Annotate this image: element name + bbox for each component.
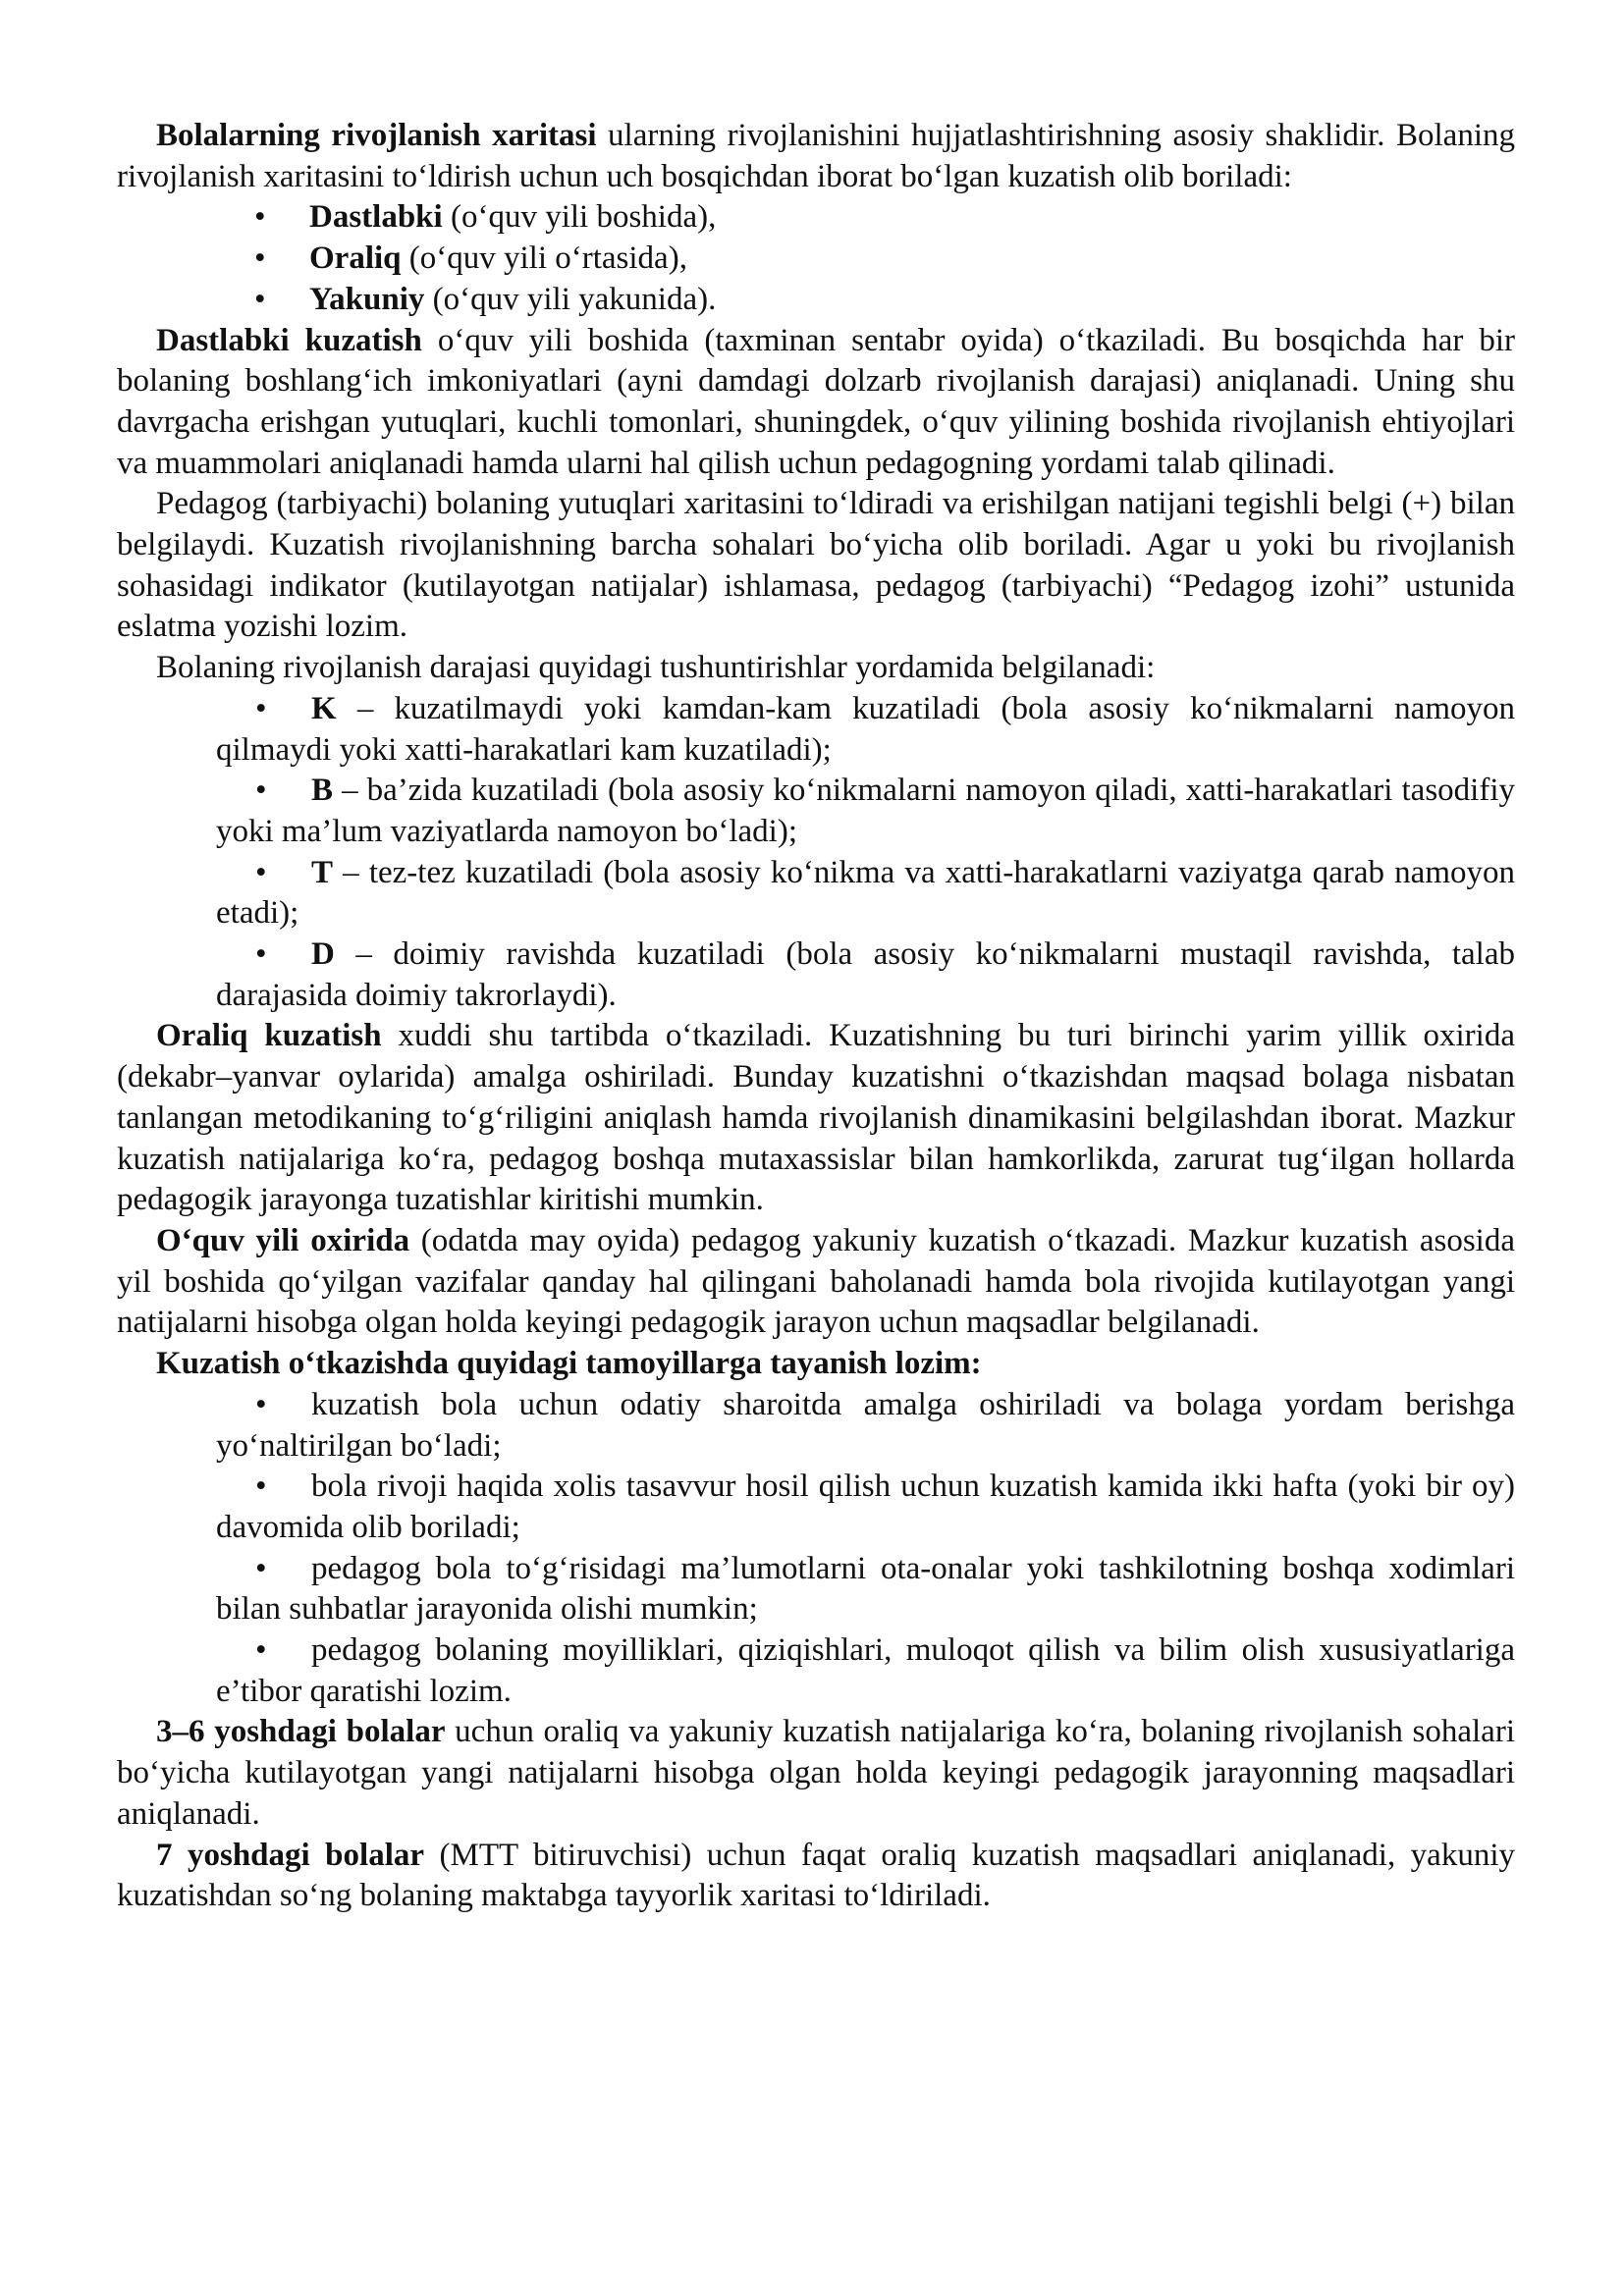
paragraph-text: (MTT bitiruvchisi) uchun faqat oraliq kuzatish maqsadlari aniqlanadi, yakuniy kuzatishdan so‘ng bolaning maktabga tayyorlik xaritasi to‘ldiriladi. xyxy=(117,1837,1515,1914)
bullet-icon: • xyxy=(255,1550,267,1586)
list-item xyxy=(117,239,1515,280)
list-item xyxy=(117,1385,1515,1467)
paragraph-text: xuddi shu tartibda o‘tkaziladi. Kuzatishning bu turi birinchi yarim yillik oxirida (dekabr–yanvar oylarida) amalga oshiriladi. Bunday kuzatishni o‘tkazishdan maqsad bolaga nisbatan tanlangan metodikaning to‘g‘riligini aniqlash hamda rivojlanish dinamikasini belgilashdan iborat. Mazkur kuzatish natijalariga ko‘ra, pedagog boshqa mutaxassislar bilan hamkorlikda, zarurat tug‘ilgan hollarda pedagogik jarayonga tuzatishlar kiritishi mumkin. xyxy=(117,1018,1515,1218)
list-item xyxy=(117,689,1515,771)
principle-text: bola rivoji haqida xolis tasavvur hosil qilish uchun kuzatish kamida ikki hafta (yoki bir oy) davomida olib boriladi; xyxy=(216,1468,1515,1545)
term-final-observation: O‘quv yili oxirida xyxy=(156,1222,410,1258)
paragraph-pedagog: Pedagog (tarbiyachi) bolaning yutuqlari xaritasini to‘ldiradi va erishilgan natijani tegishli belgi (+) bilan belgilaydi. Kuzatish rivojlanishning barcha sohalari bo‘yicha olib boriladi. Agar u yoki bu rivojlanish sohasidagi indikator (kutilayotgan natijalar) ishlamasa, pedagog (tarbiyachi) “Pedagog izohi” ustunida eslatma yozishi lozim. xyxy=(117,486,1515,645)
stages-list xyxy=(117,197,1515,320)
paragraph-text: o‘quv yili boshida (taxminan sentabr oyida) o‘tkaziladi. Bu bosqichda har bir bolaning boshlang‘ich imkoniyatlari (ayni damdagi dolzarb rivojlanish darajasi) aniqlanadi. Uning shu davrgacha erishgan yutuqlari, kuchli tomonlari, shuningdek, o‘quv yilining boshida rivojlanish ehtiyojlari va muammolari aniqlanadi hamda ularni hal qilish uchun pedagogning yordami talab qilinadi. xyxy=(117,322,1515,481)
paragraph-text: uchun oraliq va yakuniy kuzatish natijalariga ko‘ra, bolaning rivojlanish sohalari bo‘yicha kutilayotgan yangi natijalarni hisobga olgan holda keyingi pedagogik jarayonning maqsadlari aniqlanadi. xyxy=(117,1714,1515,1832)
principle-text: kuzatish bola uchun odatiy sharoitda amalga oshiriladi va bolaga yordam berishga yo‘naltirilgan bo‘ladi; xyxy=(216,1386,1515,1464)
principle-text: pedagog bolaning moyilliklari, qiziqishlari, muloqot qilish va bilim olish xususiyatlariga e’tibor qaratishi lozim. xyxy=(216,1632,1515,1709)
list-item xyxy=(117,1630,1515,1712)
stage-term: Dastlabki xyxy=(309,199,443,236)
level-text: – kuzatilmaydi yoki kamdan-kam kuzatiladi (bola asosiy ko‘nikmalarni namoyon qilmaydi yoki xatti-harakatlari kam kuzatiladi); xyxy=(216,690,1515,768)
bullet-icon: • xyxy=(254,281,266,317)
paragraph-development-map xyxy=(117,116,1515,197)
level-code: B xyxy=(311,773,334,809)
list-item xyxy=(117,280,1515,321)
paragraph-levels-intro: Bolaning rivojlanish darajasi quyidagi tushuntirishlar yordamida belgilanadi: xyxy=(156,650,1156,686)
bullet-icon: • xyxy=(255,1468,267,1505)
paragraph-interim-observation xyxy=(117,1016,1515,1221)
paragraph-age-3-6 xyxy=(117,1712,1515,1835)
list-item xyxy=(117,853,1515,934)
stage-term: Oraliq xyxy=(309,240,402,277)
stage-text: (o‘quv yili yakunida). xyxy=(424,281,717,317)
bullet-icon: • xyxy=(255,1386,267,1422)
term-age-3-6: 3–6 yoshdagi bolalar xyxy=(156,1714,446,1750)
level-text: – tez-tez kuzatiladi (bola asosiy ko‘nikma va xatti-harakatlarni vaziyatga qarab namoyon etadi); xyxy=(216,854,1515,932)
stage-text: (o‘quv yili o‘rtasida), xyxy=(401,240,687,277)
principles-list xyxy=(117,1385,1515,1713)
list-item xyxy=(117,934,1515,1016)
level-code: T xyxy=(311,854,334,890)
term-age-7: 7 yoshdagi bolalar xyxy=(156,1837,425,1873)
paragraph-text: (odatda may oyida) pedagog yakuniy kuzatish o‘tkazadi. Mazkur kuzatish asosida yil boshida qo‘yilgan vazifalar qanday hal qilingani baholanadi hamda bola rivojida kutilayotgan yangi natijalarni hisobga olgan holda keyingi pedagogik jarayon uchun maqsadlar belgilanadi. xyxy=(117,1222,1515,1341)
stage-text: (o‘quv yili boshida), xyxy=(442,199,717,236)
term-development-map: Bolalarning rivojlanish xaritasi xyxy=(156,118,597,153)
term-initial-observation: Dastlabki kuzatish xyxy=(156,322,422,358)
bullet-icon: • xyxy=(255,854,267,890)
list-item xyxy=(117,197,1515,239)
list-item xyxy=(117,1467,1515,1548)
bullet-icon: • xyxy=(255,773,267,809)
stage-term: Yakuniy xyxy=(309,281,425,317)
principles-heading: Kuzatish o‘tkazishda quyidagi tamoyillarga tayanish lozim: xyxy=(156,1346,982,1382)
bullet-icon: • xyxy=(255,936,267,973)
list-item xyxy=(117,1549,1515,1630)
paragraph-initial-observation xyxy=(117,321,1515,485)
document-page xyxy=(117,116,1515,1917)
level-code: D xyxy=(311,936,335,973)
level-text: – ba’zida kuzatiladi (bola asosiy ko‘nikmalarni namoyon qiladi, xatti-harakatlari tasodifiy yoki ma’lum vaziyatlarda namoyon bo‘ladi); xyxy=(216,773,1515,849)
bullet-icon: • xyxy=(254,240,266,277)
principle-text: pedagog bola to‘g‘risidagi ma’lumotlarni ota-onalar yoki tashkilotning boshqa xodimlari bilan suhbatlar jarayonida olishi mumkin; xyxy=(216,1550,1515,1628)
bullet-icon: • xyxy=(255,690,267,726)
bullet-icon: • xyxy=(255,1632,267,1669)
term-interim-observation: Oraliq kuzatish xyxy=(156,1018,382,1054)
levels-list xyxy=(117,689,1515,1017)
paragraph-final-observation xyxy=(117,1221,1515,1344)
paragraph-principles-heading xyxy=(117,1344,1515,1385)
list-item xyxy=(117,771,1515,852)
paragraph-text: ularning rivojlanishini hujjatlashtirishning asosiy shaklidir. Bolaning rivojlanish xaritasini to‘ldirish uchun uch bosqichdan iborat bo‘lgan kuzatish olib boriladi: xyxy=(117,118,1515,194)
paragraph-age-7 xyxy=(117,1836,1515,1917)
level-code: K xyxy=(311,690,337,726)
bullet-icon: • xyxy=(254,199,266,236)
level-text: – doimiy ravishda kuzatiladi (bola asosiy ko‘nikmalarni mustaqil ravishda, talab darajasida doimiy takrorlaydi). xyxy=(216,936,1515,1013)
